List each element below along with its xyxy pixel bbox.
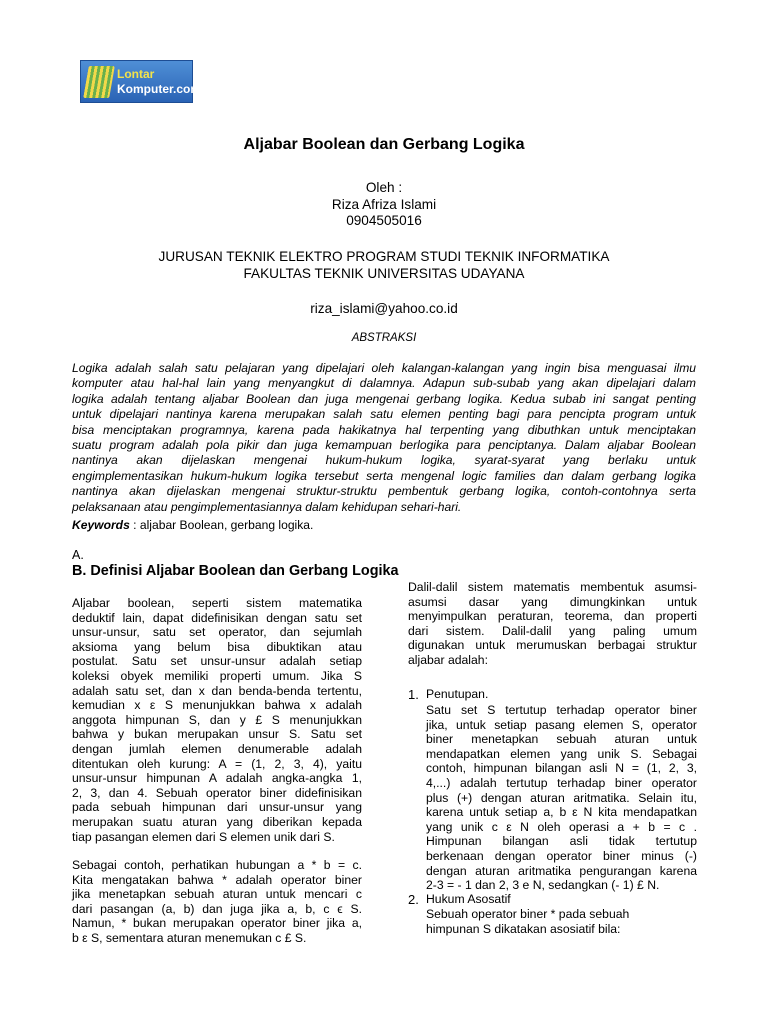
text-line: dari pasangan (a, b) dan juga jika a, b, c ϵ S. bbox=[72, 901, 362, 916]
text-line: merupakan suatu aturan yang diberikan kepada bbox=[72, 814, 362, 829]
text-line: unsur-unsur, satu set operator, dan sejumlah bbox=[72, 625, 362, 640]
text-line: aksioma yang belum bisa dibuktikan atau bbox=[72, 639, 362, 654]
paper-title: Aljabar Boolean dan Gerbang Logika bbox=[243, 136, 525, 153]
text-line: karena untuk setiap a, b ε N kita mendapatkan bbox=[426, 805, 697, 820]
keywords-label: Keywords bbox=[72, 518, 130, 532]
text-line: digunakan untuk merumuskan berbagai struktur bbox=[408, 638, 697, 653]
text-line: plus (+) dengan aturan aritmatika. Selain itu, bbox=[426, 790, 697, 805]
text-line: Sebagai contoh, perhatikan hubungan a * b = c. bbox=[72, 858, 362, 873]
abstract-line: bisa menciptakan programnya, karena pada hakikatnya hal terpenting yang dibuthkan untuk menciptakan bbox=[72, 422, 696, 437]
list-item-number: 2. bbox=[408, 892, 419, 907]
logo-line2: Komputer.com bbox=[117, 82, 202, 96]
text-line: pada sebuah himpunan dari unsur-unsur yang bbox=[72, 800, 362, 815]
list-item-title: Penutupan. bbox=[426, 687, 489, 701]
logo-line1: Lontar bbox=[117, 67, 155, 81]
keywords bbox=[72, 518, 313, 532]
text-line: anggota himpunan S, dan y £ S menunjukkan bbox=[72, 712, 362, 727]
abstract-line: logika adalah tentang aljabar Boolean dan juga mengenai gerbang logika. Kedua subab ini sangat penting bbox=[72, 391, 696, 406]
abstract-line: Logika adalah salah satu pelajaran yang dipelajari oleh kalangan-kalangan yang ingin bisa menguasai ilmu bbox=[72, 361, 696, 375]
logo-bars-icon bbox=[83, 66, 115, 98]
text-line: Aljabar boolean, seperti sistem matematika bbox=[72, 596, 362, 610]
text-line: Dalil-dalil sistem matematis membentuk asumsi- bbox=[408, 580, 697, 594]
text-line: Satu set S tertutup terhadap operator biner bbox=[426, 703, 697, 717]
text-line: aljabar adalah: bbox=[408, 652, 488, 667]
text-line: adalah satu set, dan x dan benda-benda tertentu, bbox=[72, 683, 362, 698]
text-line: jika menetapkan sebuah aturan untuk mencari c bbox=[72, 887, 362, 902]
list-item-1-body bbox=[426, 703, 697, 893]
text-line: 2-3 = - 1 dan 2, 3 e N, sedangkan (- 1) £ N. bbox=[426, 878, 660, 893]
abstract-heading: ABSTRAKSI bbox=[351, 332, 417, 344]
text-line: menyimpulkan peraturan, teorema, dan properti bbox=[408, 609, 697, 624]
right-intro bbox=[408, 580, 697, 668]
list-item-2-body bbox=[426, 907, 697, 936]
text-line: deduktif lain, dapat didefinisikan dengan satu set bbox=[72, 610, 362, 625]
text-line: ditentukan oleh kurung: A = (1, 2, 3, 4), yaitu bbox=[72, 756, 362, 771]
abstract-line: untuk dipelajari nantinya karena merupakan salah satu elemen penting bagi para pencipta program untuk bbox=[72, 407, 696, 422]
department-line2: FAKULTAS TEKNIK UNIVERSITAS UDAYANA bbox=[243, 266, 525, 281]
text-line: berkenaan dengan operator biner minus (-) bbox=[426, 848, 697, 863]
text-line: yang unik c ε N oleh operasi a + b = c . bbox=[426, 819, 697, 834]
text-line: tiap pasangan elemen dari S elemen unik dari S. bbox=[72, 829, 335, 844]
left-paragraph-1 bbox=[72, 596, 362, 844]
abstract-line: engimplementasikan hukum-hukum logika tersebut serta mengenal logic families dan dalam gerbang logika bbox=[72, 468, 696, 483]
text-line: koleksi obyek memiliki properti umum. Jika S bbox=[72, 668, 362, 683]
text-line: Namun, * bukan merupakan operator biner jika a, bbox=[72, 916, 362, 931]
left-column bbox=[72, 596, 362, 946]
text-line: asumsi dasar yang dimungkinkan untuk bbox=[408, 594, 697, 609]
text-line: biner menetapkan sebuah aturan untuk bbox=[426, 732, 697, 747]
abstract-body bbox=[72, 361, 696, 515]
keywords-text: : aljabar Boolean, gerbang logika. bbox=[129, 518, 314, 532]
abstract-line: suatu program adalah pola pikir dan juga kemampuan berlogika para penciptanya. Dalam aljabar Boolean bbox=[72, 438, 696, 453]
author-name: Riza Afriza Islami bbox=[331, 197, 437, 212]
list-item-title: Hukum Asosatif bbox=[426, 892, 511, 906]
text-line: Himpunan bilangan asli tidak tertutup bbox=[426, 834, 697, 849]
text-line: himpunan S dikatakan asosiatif bila: bbox=[426, 921, 621, 936]
author-id: 0904505016 bbox=[346, 213, 422, 228]
left-paragraph-2 bbox=[72, 858, 362, 946]
lontar-komputer-logo bbox=[80, 60, 202, 103]
author-email: riza_islami@yahoo.co.id bbox=[310, 301, 458, 316]
text-line: mendapatkan elemen yang unik S. Sebagai bbox=[426, 746, 697, 761]
text-line: 4,...) adalah tertutup terhadap biner operator bbox=[426, 775, 697, 790]
abstract-line: nantinya akan dijelaskan mengenai struktur-struktu pembentuk gerbang logika, contoh-contohnya serta bbox=[72, 484, 696, 499]
abstract-line: nantinya akan dijelaskan mengenai hukum-hukum logika, syarat-syarat yang berlaku untuk bbox=[72, 453, 696, 468]
text-line: postulat. Satu set unsur-unsur adalah setiap bbox=[72, 654, 362, 669]
text-line: dari sistem. Dalil-dalil yang paling umum bbox=[408, 623, 697, 638]
abstract-line: pelaksanaan atau pengimplementasiannya dalam kehidupan sehari-hari. bbox=[72, 499, 462, 514]
author-by: Oleh : bbox=[365, 180, 403, 195]
abstract-line: komputer atau hal-hal lain yang menyangkut di dalamnya. Adapun sub-subab yang akan dipelajari dalam bbox=[72, 376, 696, 391]
text-line: bahwa y bukan merupakan unsur S. Satu set bbox=[72, 727, 362, 742]
section-b-heading: B. Definisi Aljabar Boolean dan Gerbang Logika bbox=[72, 563, 399, 579]
text-line: Sebuah operator biner * pada sebuah bbox=[426, 907, 630, 921]
text-line: contoh, himpunan bilangan asli N = (1, 2, 3, bbox=[426, 761, 697, 776]
text-line: jika, untuk setiap pasang elemen S, operator bbox=[426, 717, 697, 732]
text-line: 2, 3, dan 4. Sebuah operator biner didefinisikan bbox=[72, 785, 362, 800]
text-line: Kita mengatakan bahwa * adalah operator biner bbox=[72, 872, 362, 887]
text-line: unsur-unsur himpunan A adalah angka-angka 1, bbox=[72, 771, 362, 786]
text-line: dengan aturan aritmatika pengurangan karena bbox=[426, 863, 697, 878]
text-line: b ε S, sementara aturan menemukan c £ S. bbox=[72, 931, 307, 946]
department-line1: JURUSAN TEKNIK ELEKTRO PROGRAM STUDI TEKNIK INFORMATIKA bbox=[158, 249, 610, 264]
section-a-label: A. bbox=[72, 548, 84, 562]
list-item-number: 1. bbox=[408, 687, 419, 702]
text-line: dengan jumlah elemen denumerable adalah bbox=[72, 741, 362, 756]
text-line: kemudian x ε S menunjukkan bahwa x adalah bbox=[72, 698, 362, 713]
